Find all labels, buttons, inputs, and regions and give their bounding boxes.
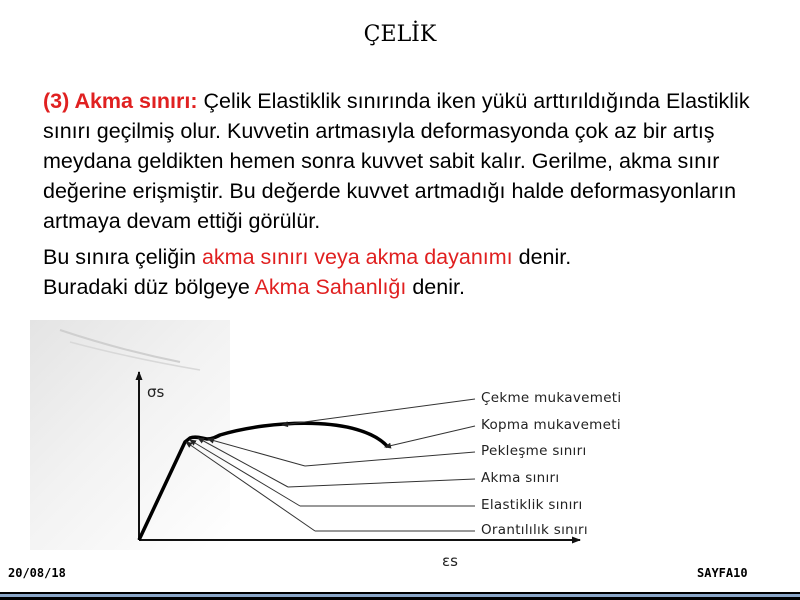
label-kopma-mukavemeti: Kopma mukavemeti [481, 417, 621, 433]
label-peklesme-siniri: Pekleşme sınırı [481, 443, 587, 459]
definition-text-1: Bu sınıra çeliğin [43, 245, 202, 269]
label-cekme-mukavemeti: Çekme mukavemeti [481, 390, 622, 406]
label-akma-siniri: Akma sınırı [481, 470, 560, 486]
slide-title: ÇELİK [363, 22, 437, 47]
pointer-kopma [385, 426, 475, 447]
pointer-peklesme-2 [208, 439, 305, 466]
pointer-peklesme [305, 452, 475, 466]
stress-strain-curve [139, 423, 388, 540]
footer-page-number: SAYFA10 [697, 566, 748, 580]
pointer-akma-2 [198, 438, 288, 487]
y-axis-label: σs [147, 383, 165, 401]
pointer-akma [288, 479, 475, 487]
paragraph-yield-limit [43, 86, 783, 236]
body-text [43, 86, 783, 308]
yield-limit-description: Çelik Elastiklik sınırında iken yükü arttırıldığında Elastiklik sınırı geçilmiş olur. Kuvvetin artmasıyla deformasyonda çok az bir artış meydana geldikten hemen sonra kuvvet sabit kalır. Gerilme, akma sınır değerine erişmiştir. Bu değerde kuvvet artmadığı halde deformasyonların artmaya devam ettiği görülür. [43, 89, 750, 233]
highlight-yield-plateau: Akma Sahanlığı [254, 275, 407, 299]
x-axis-label: εs [442, 552, 458, 570]
definition-text-4: denir. [406, 275, 465, 299]
pointer-elastiklik-2 [190, 440, 300, 506]
definition-text-2: denir. [512, 245, 572, 269]
paragraph-definition [43, 242, 783, 302]
label-orantililik-siniri: Orantılılık sınırı [481, 522, 588, 538]
footer-bar [0, 592, 800, 600]
stress-strain-diagram [120, 350, 790, 590]
definition-text-3: Buradaki düz bölgeye [43, 275, 255, 299]
yield-limit-heading: (3) Akma sınırı: [43, 89, 198, 113]
pointer-cekme [282, 399, 475, 425]
highlight-yield-strength: akma sınırı veya akma dayanımı [201, 245, 513, 269]
label-elastiklik-siniri: Elastiklik sınırı [481, 497, 583, 513]
footer-date: 20/08/18 [8, 566, 66, 580]
